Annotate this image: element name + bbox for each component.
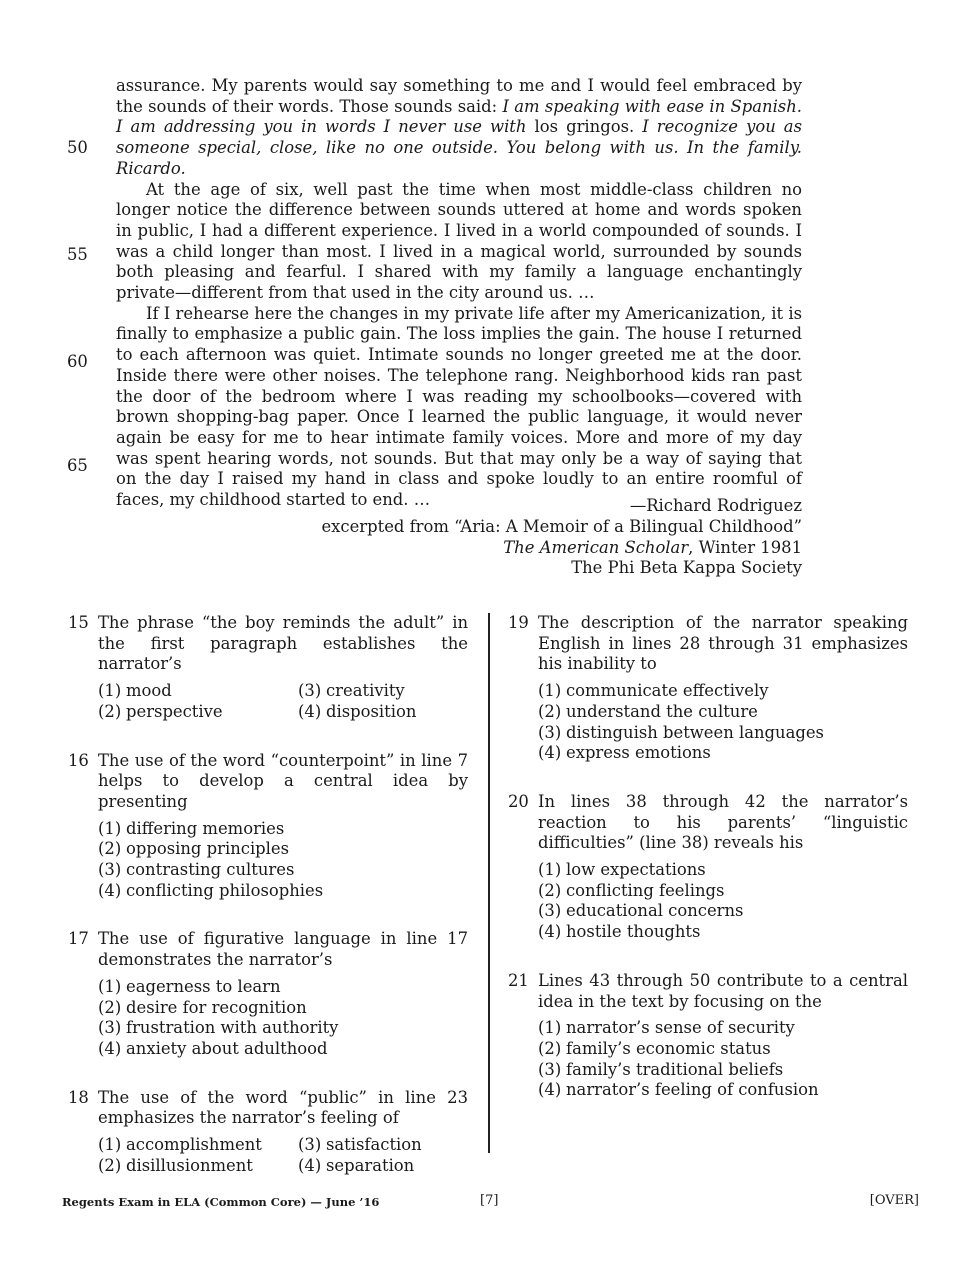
answer-option — [98, 1018, 468, 1039]
question-18 — [68, 1088, 468, 1177]
option-number: (1) — [538, 681, 562, 701]
option-number: (1) — [98, 681, 122, 701]
question-15 — [68, 613, 468, 723]
option-number: (2) — [98, 701, 122, 721]
answer-option — [538, 1039, 908, 1060]
question-number: 20 — [508, 791, 529, 811]
answer-options — [98, 819, 468, 902]
option-number: (2) — [538, 880, 562, 900]
passage-text — [116, 76, 802, 511]
option-text: conflicting feelings — [566, 880, 725, 900]
answer-option — [538, 702, 908, 723]
answer-options — [98, 681, 468, 722]
option-text: separation — [326, 1155, 415, 1175]
answer-option — [538, 1060, 908, 1081]
option-number: (2) — [98, 1155, 122, 1175]
option-text: satisfaction — [326, 1135, 422, 1155]
paragraph-1: assurance. My parents would say something to me and I would feel embraced by the sounds of their words. Those sounds said: I am speaking with ease in Spanish. I am addressing you in words I never use with los gringos. I recognize you as someone special, close, like no one outside. You belong with us. In the family. Ricardo. — [116, 76, 802, 178]
author: —Richard Rodriguez — [629, 496, 802, 515]
column-divider — [488, 613, 490, 1153]
option-text: educational concerns — [566, 901, 744, 921]
answer-option — [98, 819, 468, 840]
answer-option — [98, 839, 468, 860]
question-stem: The use of the word “counterpoint” in line 7 helps to develop a central idea by presenting — [98, 750, 468, 811]
exam-title: Regents Exam in ELA (Common Core) — June ’16 — [62, 1195, 380, 1209]
line-number: 55 — [67, 245, 88, 264]
journal-date: , Winter 1981 — [688, 537, 802, 557]
option-text: mood — [126, 681, 172, 701]
answer-option — [98, 881, 468, 902]
option-number: (4) — [538, 1080, 562, 1100]
option-number: (2) — [538, 1038, 562, 1058]
option-text: differing memories — [126, 818, 285, 838]
option-text: express emotions — [566, 743, 711, 763]
line-number: 50 — [67, 138, 88, 157]
answer-option — [98, 998, 468, 1019]
answer-option — [538, 881, 908, 902]
question-stem: The phrase “the boy reminds the adult” in the first paragraph establishes the narrator’s — [98, 613, 468, 674]
option-number: (1) — [98, 818, 122, 838]
option-number: (4) — [298, 1155, 322, 1175]
option-text: eagerness to learn — [126, 976, 281, 996]
question-stem: The description of the narrator speaking English in lines 28 through 31 emphasizes his inability to — [538, 613, 908, 674]
answer-option — [538, 681, 908, 702]
answer-option — [298, 681, 498, 702]
excerpt-source: excerpted from “Aria: A Memoir of a Bilingual Childhood” — [321, 516, 802, 536]
option-number: (3) — [298, 681, 322, 701]
option-text: disillusionment — [126, 1155, 253, 1175]
questions-left-column — [68, 613, 468, 1204]
option-number: (1) — [98, 976, 122, 996]
option-text: narrator’s sense of security — [566, 1018, 795, 1038]
option-text: conflicting philosophies — [126, 880, 324, 900]
answer-options — [538, 1018, 908, 1101]
option-number: (1) — [538, 1018, 562, 1038]
option-number: (4) — [538, 743, 562, 763]
option-text: family’s traditional beliefs — [566, 1059, 784, 1079]
question-stem: Lines 43 through 50 contribute to a central idea in the text by focusing on the — [538, 970, 908, 1011]
question-16 — [68, 751, 468, 902]
option-number: (3) — [98, 860, 122, 880]
answer-options — [538, 860, 908, 943]
paragraph-2: At the age of six, well past the time when most middle-class children no longer notice the difference between sounds uttered at home and words spoken in public, I had a different experience. I lived in a world compounded of sounds. I was a child longer than most. I lived in a magical world, surrounded by sounds both pleasing and fearful. I shared with my family a language enchantingly private—different from that used in the city around us. … — [116, 179, 802, 303]
question-number: 16 — [68, 750, 89, 770]
question-17 — [68, 929, 468, 1059]
paragraph-3: If I rehearse here the changes in my private life after my Americanization, it is finally to emphasize a public gain. The loss implies the gain. The house I returned to each afternoon was quiet. Intimate sounds no longer greeted me at the door. Inside there were other noises. The telephone rang. Neighborhood kids ran past the door of the bedroom where I was reading my schoolbooks—covered with brown shopping-bag paper. Once I learned the public language, it would never again be easy for me to hear intimate family voices. More and more of my day was spent hearing words, not sounds. But that may only be a way of saying that on the day I raised my hand in class and spoke loudly to an entire roomful of faces, my childhood started to end. … — [116, 303, 802, 510]
question-number: 17 — [68, 929, 89, 949]
option-number: (3) — [538, 901, 562, 921]
option-text: opposing principles — [126, 839, 290, 859]
questions-right-column — [508, 613, 908, 1129]
option-number: (3) — [298, 1135, 322, 1155]
option-text: distinguish between languages — [566, 722, 824, 742]
option-text: narrator’s feeling of confusion — [566, 1080, 819, 1100]
option-text: frustration with authority — [126, 1018, 339, 1038]
option-text: anxiety about adulthood — [126, 1038, 328, 1058]
answer-option — [98, 681, 298, 702]
answer-option — [298, 702, 498, 723]
option-number: (4) — [538, 922, 562, 942]
page-number: [7] — [480, 1193, 499, 1208]
option-text: disposition — [326, 701, 417, 721]
option-number: (3) — [98, 1018, 122, 1038]
question-number: 18 — [68, 1087, 89, 1107]
question-number: 15 — [68, 613, 89, 632]
question-number: 19 — [508, 613, 529, 632]
answer-option — [298, 1156, 498, 1177]
option-text: hostile thoughts — [566, 922, 701, 942]
attribution — [321, 496, 802, 579]
journal-title: The American Scholar — [503, 537, 689, 557]
answer-option — [98, 1156, 298, 1177]
option-number: (4) — [98, 880, 122, 900]
option-text: contrasting cultures — [126, 860, 295, 880]
option-text: perspective — [126, 701, 223, 721]
option-number: (1) — [538, 860, 562, 880]
answer-options — [98, 1135, 468, 1176]
over-label: [OVER] — [869, 1193, 919, 1208]
question-21 — [508, 971, 908, 1101]
publisher: The Phi Beta Kappa Society — [571, 558, 802, 578]
line-number: 65 — [67, 456, 88, 475]
option-number: (3) — [538, 1059, 562, 1079]
question-20 — [508, 792, 908, 943]
option-text: low expectations — [566, 860, 706, 880]
journal-line — [321, 538, 802, 559]
answer-options — [98, 977, 468, 1060]
option-text: creativity — [326, 681, 405, 701]
option-number: (2) — [98, 839, 122, 859]
option-number: (3) — [538, 722, 562, 742]
answer-option — [538, 1080, 908, 1101]
option-number: (2) — [98, 997, 122, 1017]
answer-option — [98, 977, 468, 998]
option-text: accomplishment — [126, 1135, 262, 1155]
question-number: 21 — [508, 970, 529, 990]
option-number: (4) — [98, 1038, 122, 1058]
answer-option — [538, 1018, 908, 1039]
option-text: family’s economic status — [566, 1038, 771, 1058]
question-stem: The use of figurative language in line 17 demonstrates the narrator’s — [98, 929, 468, 970]
answer-option — [98, 702, 298, 723]
line-number: 60 — [67, 352, 88, 371]
option-number: (1) — [98, 1135, 122, 1155]
answer-option — [538, 922, 908, 943]
answer-option — [98, 860, 468, 881]
answer-option — [98, 1039, 468, 1060]
page-footer — [62, 1193, 919, 1213]
question-19 — [508, 613, 908, 764]
option-number: (4) — [298, 701, 322, 721]
option-number: (2) — [538, 701, 562, 721]
answer-option — [538, 901, 908, 922]
answer-options — [538, 681, 908, 764]
answer-option — [98, 1135, 298, 1156]
option-text: communicate effectively — [566, 681, 769, 701]
option-text: understand the culture — [566, 701, 758, 721]
question-stem: In lines 38 through 42 the narrator’s reaction to his parents’ “linguistic difficulties” (line 38) reveals his — [538, 791, 908, 853]
answer-option — [538, 860, 908, 881]
answer-option — [538, 723, 908, 744]
answer-option — [298, 1135, 498, 1156]
option-text: desire for recognition — [126, 997, 307, 1017]
answer-option — [538, 743, 908, 764]
question-stem: The use of the word “public” in line 23 emphasizes the narrator’s feeling of — [98, 1087, 468, 1128]
